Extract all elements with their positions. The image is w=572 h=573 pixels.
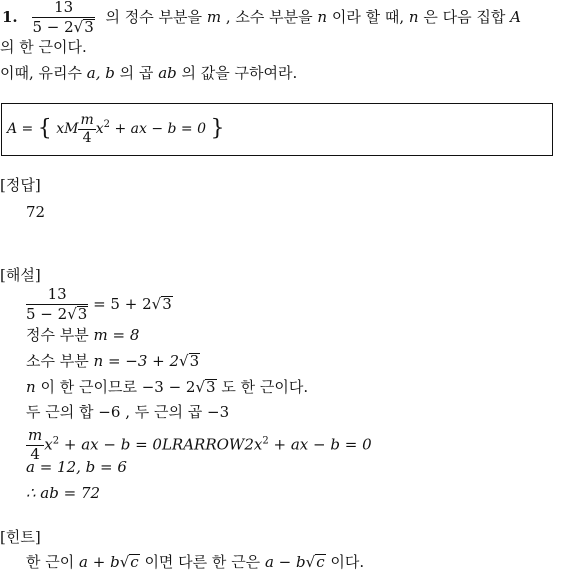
solution-heading: [해설] — [0, 266, 41, 284]
fraction-numerator: 13 — [32, 0, 94, 18]
solution-line-1: $\frac{13}{5 - 2√3}$ = 5 + 2√3 — [26, 285, 172, 323]
solution-line-8: ∴ ab = 72 — [26, 484, 101, 502]
hint-heading: [힌트] — [0, 528, 41, 546]
hint-line: 한 근이 a + b√c 이면 다른 한 근은 a − b√c 이다. — [26, 553, 365, 571]
solution-line-3: 소수 부분 n = −3 + 2√3 — [26, 352, 200, 370]
problem-fraction — [32, 0, 94, 36]
solution-line-4: n 이 한 근이므로 −3 − 2√3 도 한 근이다. — [26, 378, 309, 396]
answer-value: 72 — [26, 203, 46, 221]
solution-line-2: 정수 부분 m = 8 — [26, 326, 140, 344]
answer-heading: [정답] — [0, 176, 41, 194]
problem-line-1: 1. $\frac{13}{5 - 2√3}$ 의 정수 부분을 m , 소수 부분을 n 이라 할 때, n 은 다음 집합 A — [2, 0, 521, 36]
solution-line-7: a = 12, b = 6 — [26, 458, 127, 476]
set-definition: A = { xM $\frac{m}{4}$ $x^2$ + ax − b = 0 } — [7, 112, 225, 146]
problem-line-2: 의 한 근이다. — [0, 38, 87, 56]
problem-number: 1. — [2, 7, 18, 26]
fraction-denominator: 5 − 2√3 — [32, 17, 94, 36]
problem-line-3: 이때, 유리수 a, b 의 곱 ab 의 값을 구하여라. — [0, 64, 298, 82]
solution-line-6: $\frac{m}{4}$ $x^2$ + ax − $b = 0LRARROW2x^2$ + ax − b = 0 — [28, 426, 372, 463]
solution-line-5: 두 근의 합 −6 , 두 근의 곱 −3 — [26, 403, 230, 421]
